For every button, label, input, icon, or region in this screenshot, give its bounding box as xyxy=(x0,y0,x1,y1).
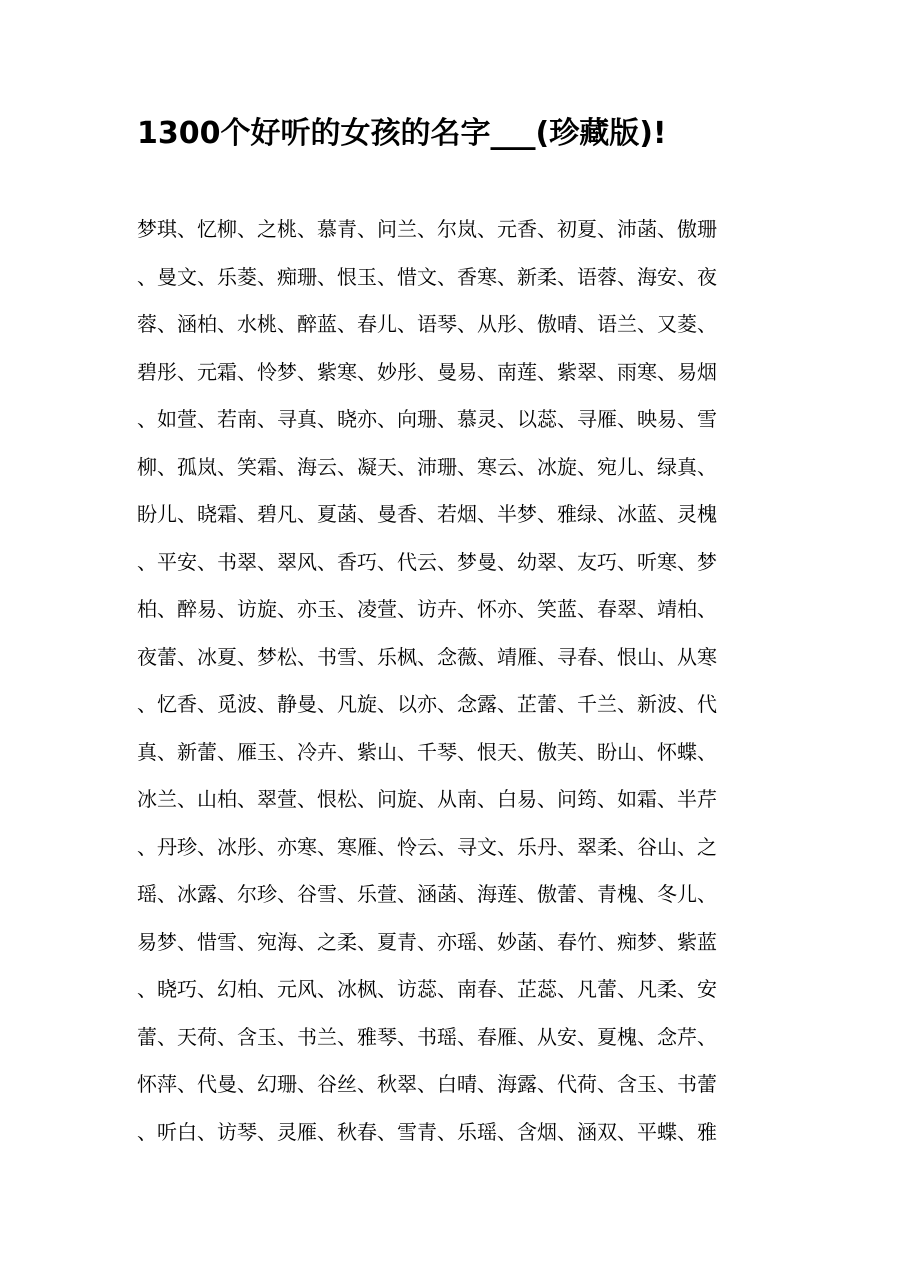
text-line: 蓉、涵柏、水桃、醉蓝、春儿、语琴、从彤、傲晴、语兰、又菱、 xyxy=(137,312,717,336)
text-line: 、丹珍、冰彤、亦寒、寒雁、怜云、寻文、乐丹、翠柔、谷山、之 xyxy=(137,834,717,859)
document-title: 1300个好听的女孩的名字___(珍藏版)! xyxy=(137,116,667,151)
name-list xyxy=(137,206,777,1156)
text-line: 碧彤、元霜、怜梦、紫寒、妙彤、曼易、南莲、紫翠、雨寒、易烟 xyxy=(137,359,717,384)
text-line: 梦琪、忆柳、之桃、慕青、问兰、尔岚、元香、初夏、沛菡、傲珊 xyxy=(137,217,717,241)
text-line: 易梦、惜雪、宛海、之柔、夏青、亦瑶、妙菡、春竹、痴梦、紫蓝 xyxy=(137,929,717,954)
text-line: 怀萍、代曼、幻珊、谷丝、秋翠、白晴、海露、代荷、含玉、书蕾 xyxy=(137,1072,717,1096)
text-line: 柏、醉易、访旋、亦玉、凌萱、访卉、怀亦、笑蓝、春翠、靖柏、 xyxy=(137,597,717,621)
text-line: 、听白、访琴、灵雁、秋春、雪青、乐瑶、含烟、涵双、平蝶、雅 xyxy=(137,1119,717,1144)
text-line: 、平安、书翠、翠风、香巧、代云、梦曼、幼翠、友巧、听寒、梦 xyxy=(137,549,717,574)
text-line: 、曼文、乐菱、痴珊、恨玉、惜文、香寒、新柔、语蓉、海安、夜 xyxy=(137,264,717,289)
text-line: 瑶、冰露、尔珍、谷雪、乐萱、涵菡、海莲、傲蕾、青槐、冬儿、 xyxy=(137,882,717,906)
text-line: 蕾、天荷、含玉、书兰、雅琴、书瑶、春雁、从安、夏槐、念芹、 xyxy=(137,1024,717,1049)
text-line: 夜蕾、冰夏、梦松、书雪、乐枫、念薇、靖雁、寻春、恨山、从寒 xyxy=(137,644,717,669)
text-line: 、忆香、觅波、静曼、凡旋、以亦、念露、芷蕾、千兰、新波、代 xyxy=(137,692,717,716)
text-line: 真、新蕾、雁玉、冷卉、紫山、千琴、恨天、傲芙、盼山、怀蝶、 xyxy=(137,739,717,764)
text-line: 柳、孤岚、笑霜、海云、凝天、沛珊、寒云、冰旋、宛儿、绿真、 xyxy=(137,454,717,479)
text-line: 、如萱、若南、寻真、晓亦、向珊、慕灵、以蕊、寻雁、映易、雪 xyxy=(137,407,717,431)
text-line: 盼儿、晓霜、碧凡、夏菡、曼香、若烟、半梦、雅绿、冰蓝、灵槐 xyxy=(137,502,717,526)
text-line: 冰兰、山柏、翠萱、恨松、问旋、从南、白易、问筠、如霜、半芹 xyxy=(137,787,717,811)
text-line: 、晓巧、幻柏、元风、冰枫、访蕊、南春、芷蕊、凡蕾、凡柔、安 xyxy=(137,977,717,1001)
